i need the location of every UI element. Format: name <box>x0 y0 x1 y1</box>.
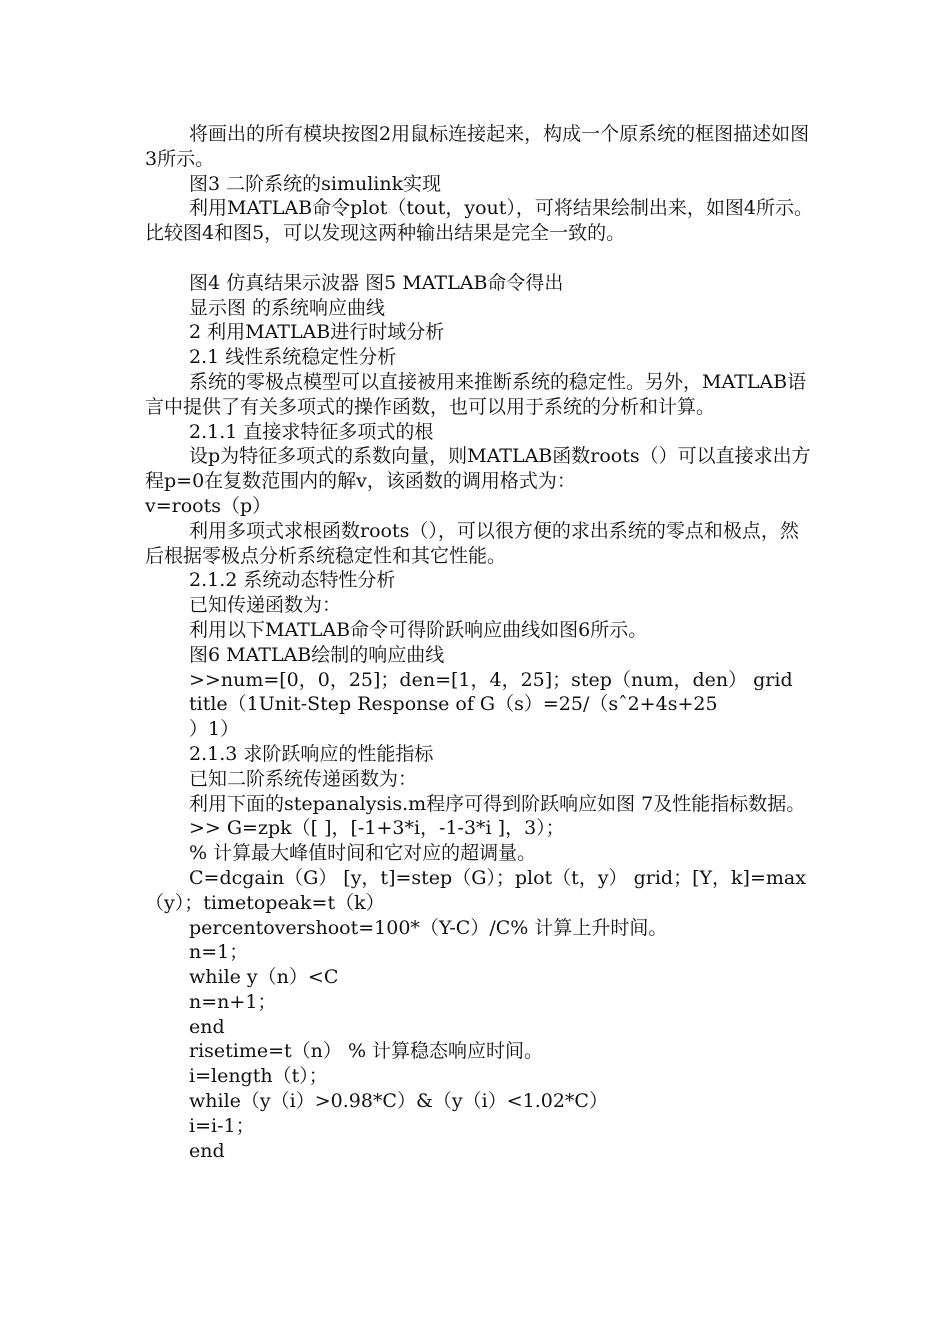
code-line-length: i=length（t）； <box>189 1065 328 1088</box>
paragraph-plot-command: 利用MATLAB命令plot（tout，yout），可将结果绘制出来，如图4所示。比较图4和图5，可以发现这两种输出结果是完全一致的。 <box>145 197 814 245</box>
code-line-zpk: >> G=zpk（[ ]，[-1+3*i，-1-3*i ]，3）； <box>189 817 565 840</box>
code-line-dcgain: C=dcgain（G） [y，t]=step（G）；plot（t，y） grid；[Y，k]=max（y）；timetopeak=t（k） <box>145 866 806 914</box>
section-heading-2-1-2: 2.1.2 系统动态特性分析 <box>189 569 396 592</box>
section-heading-2: 2 利用MATLAB进行时域分析 <box>189 321 445 344</box>
code-line-overshoot: percentovershoot=100*（Y-C）/C% 计算上升时间。 <box>189 916 668 939</box>
figure-caption-4-5-continued: 显示图 的系统响应曲线 <box>189 296 386 319</box>
paragraph-stepanalysis: 利用下面的stepanalysis.m程序可得到阶跃响应如图 7及性能指标数据。 <box>189 792 806 815</box>
code-line-risetime: risetime=t（n） % 计算稳态响应时间。 <box>189 1040 544 1063</box>
code-roots-call: v=roots（p） <box>145 494 272 517</box>
paragraph-transfer-function: 已知传递函数为： <box>189 594 342 617</box>
paragraph-stability: 系统的零极点模型可以直接被用来推断系统的稳定性。另外，MATLAB语言中提供了有关多项式的操作函数，也可以用于系统的分析和计算。 <box>145 370 807 418</box>
document-body <box>145 122 815 1163</box>
code-line-end-1: end <box>189 1015 225 1038</box>
code-line-title-end: ）1） <box>189 718 240 741</box>
figure-caption-6: 图6 MATLAB绘制的响应曲线 <box>189 643 445 666</box>
code-line-while-settle: while（y（i）>0.98*C）&（y（i）<1.02*C） <box>189 1090 608 1113</box>
code-line-i-decrement: i=i-1； <box>189 1114 255 1137</box>
section-heading-2-1: 2.1 线性系统稳定性分析 <box>189 346 397 369</box>
paragraph-second-order: 已知二阶系统传递函数为： <box>189 767 418 790</box>
code-line-end-2: end <box>189 1139 225 1162</box>
paragraph-roots: 设p为特征多项式的系数向量，则MATLAB函数roots（）可以直接求出方程p=0在复数范围内的解v，该函数的调用格式为： <box>145 445 811 493</box>
code-line-while-rise: while y（n）<C <box>189 966 339 989</box>
code-line-title: title（1Unit-Step Response of G（s）=25/（sˆ2+4s+25 <box>189 693 718 716</box>
paragraph-figure-connection: 将画出的所有模块按图2用鼠标连接起来，构成一个原系统的框图描述如图3所示。 <box>145 123 810 170</box>
code-line-num-den: >>num=[0，0，25]；den=[1，4，25]；step（num，den） grid <box>189 668 793 691</box>
section-heading-2-1-1: 2.1.1 直接求特征多项式的根 <box>189 420 434 443</box>
paragraph-roots-usage: 利用多项式求根函数roots（），可以很方便的求出系统的零点和极点，然后根据零极点分析系统稳定性和其它性能。 <box>145 519 799 567</box>
code-line-n-init: n=1； <box>189 941 249 964</box>
section-heading-2-1-3: 2.1.3 求阶跃响应的性能指标 <box>189 742 434 765</box>
paragraph-step-command: 利用以下MATLAB命令可得阶跃响应曲线如图6所示。 <box>189 618 648 641</box>
code-comment-peak: % 计算最大峰值时间和它对应的超调量。 <box>189 842 537 865</box>
blank-line <box>145 246 815 271</box>
figure-caption-3: 图3 二阶系统的simulink实现 <box>189 172 442 195</box>
code-line-n-increment: n=n+1； <box>189 990 277 1013</box>
figure-caption-4-5: 图4 仿真结果示波器 图5 MATLAB命令得出 <box>189 271 564 294</box>
